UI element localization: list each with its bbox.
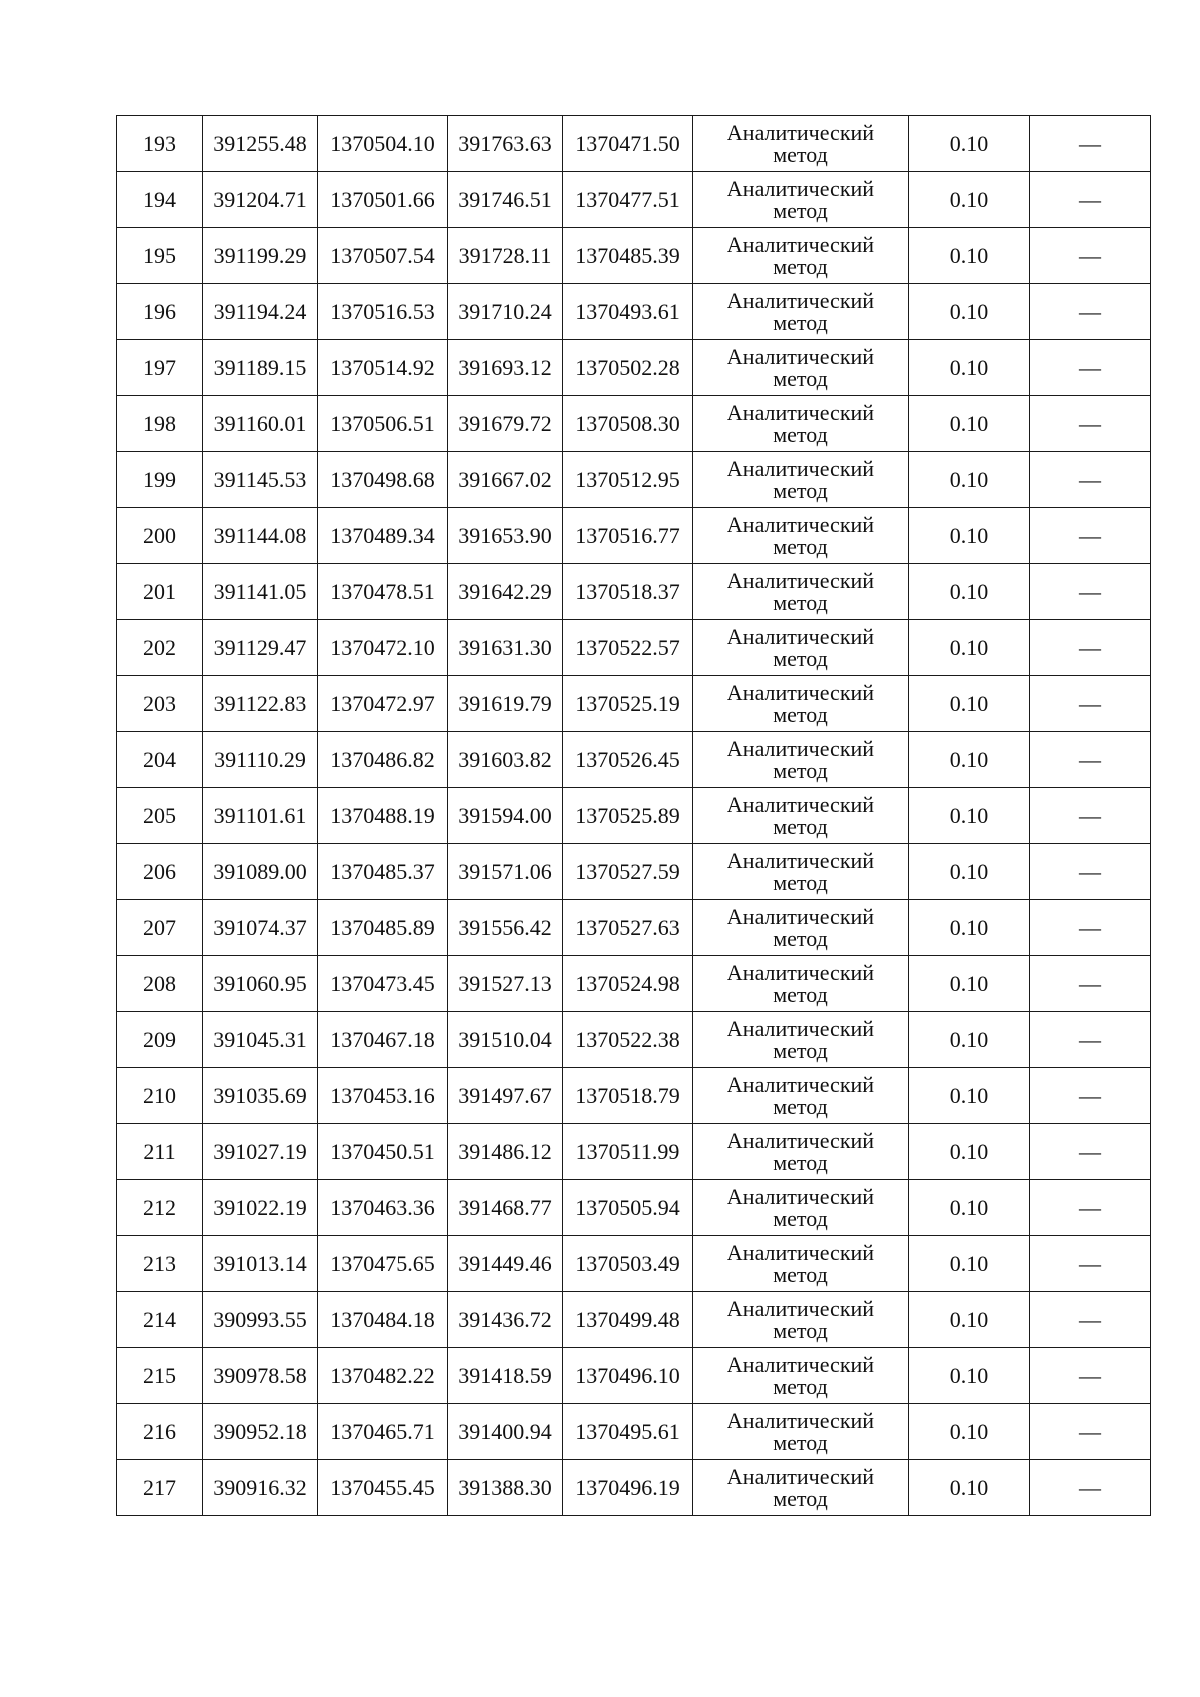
method-cell — [693, 564, 909, 620]
x-coordinate-2-cell: 391594.00 — [448, 788, 563, 844]
note-cell: — — [1030, 284, 1151, 340]
method-line-1: Аналитический — [726, 399, 875, 425]
x-coordinate-cell: 391189.15 — [203, 340, 318, 396]
point-number-cell: 201 — [117, 564, 203, 620]
table-body — [117, 116, 1151, 1516]
note-cell: — — [1030, 1460, 1151, 1516]
method-line-2: метод — [773, 1429, 828, 1455]
table-row — [117, 228, 1151, 284]
x-coordinate-2-cell: 391556.42 — [448, 900, 563, 956]
note-cell: — — [1030, 564, 1151, 620]
point-number-cell: 212 — [117, 1180, 203, 1236]
x-coordinate-2-cell: 391571.06 — [448, 844, 563, 900]
accuracy-cell: 0.10 — [909, 956, 1030, 1012]
point-number-cell: 194 — [117, 172, 203, 228]
method-line-1: Аналитический — [726, 735, 875, 761]
method-line-2: метод — [773, 869, 828, 895]
method-cell — [693, 172, 909, 228]
method-line-2: метод — [773, 813, 828, 839]
x-coordinate-2-cell: 391436.72 — [448, 1292, 563, 1348]
note-cell: — — [1030, 1068, 1151, 1124]
point-number-cell: 215 — [117, 1348, 203, 1404]
x-coordinate-cell: 390978.58 — [203, 1348, 318, 1404]
method-line-1: Аналитический — [726, 1183, 875, 1209]
table-row — [117, 284, 1151, 340]
method-line-1: Аналитический — [726, 1463, 875, 1489]
method-line-2: метод — [773, 1205, 828, 1231]
y-coordinate-2-cell: 1370496.19 — [563, 1460, 693, 1516]
y-coordinate-cell: 1370506.51 — [318, 396, 448, 452]
y-coordinate-2-cell: 1370495.61 — [563, 1404, 693, 1460]
note-cell: — — [1030, 340, 1151, 396]
accuracy-cell: 0.10 — [909, 452, 1030, 508]
x-coordinate-2-cell: 391527.13 — [448, 956, 563, 1012]
method-cell — [693, 1068, 909, 1124]
table-row — [117, 1012, 1151, 1068]
note-cell: — — [1030, 1404, 1151, 1460]
y-coordinate-2-cell: 1370522.57 — [563, 620, 693, 676]
method-line-1: Аналитический — [726, 791, 875, 817]
method-line-2: метод — [773, 1261, 828, 1287]
table-row — [117, 620, 1151, 676]
table-row — [117, 732, 1151, 788]
y-coordinate-cell: 1370489.34 — [318, 508, 448, 564]
accuracy-cell: 0.10 — [909, 844, 1030, 900]
method-cell — [693, 676, 909, 732]
method-cell — [693, 1292, 909, 1348]
method-cell — [693, 900, 909, 956]
method-line-1: Аналитический — [726, 679, 875, 705]
method-cell — [693, 844, 909, 900]
x-coordinate-cell: 391060.95 — [203, 956, 318, 1012]
method-line-1: Аналитический — [726, 511, 875, 537]
x-coordinate-2-cell: 391679.72 — [448, 396, 563, 452]
accuracy-cell: 0.10 — [909, 1404, 1030, 1460]
table-row — [117, 452, 1151, 508]
method-line-1: Аналитический — [726, 1239, 875, 1265]
y-coordinate-2-cell: 1370526.45 — [563, 732, 693, 788]
method-cell — [693, 1236, 909, 1292]
method-line-2: метод — [773, 645, 828, 671]
x-coordinate-2-cell: 391400.94 — [448, 1404, 563, 1460]
method-cell — [693, 1012, 909, 1068]
method-line-2: метод — [773, 533, 828, 559]
point-number-cell: 204 — [117, 732, 203, 788]
y-coordinate-cell: 1370514.92 — [318, 340, 448, 396]
y-coordinate-cell: 1370472.10 — [318, 620, 448, 676]
x-coordinate-cell: 391144.08 — [203, 508, 318, 564]
method-line-2: метод — [773, 589, 828, 615]
method-line-1: Аналитический — [726, 455, 875, 481]
accuracy-cell: 0.10 — [909, 732, 1030, 788]
x-coordinate-2-cell: 391497.67 — [448, 1068, 563, 1124]
table-row — [117, 340, 1151, 396]
x-coordinate-cell: 391141.05 — [203, 564, 318, 620]
x-coordinate-cell: 391035.69 — [203, 1068, 318, 1124]
y-coordinate-cell: 1370475.65 — [318, 1236, 448, 1292]
y-coordinate-2-cell: 1370477.51 — [563, 172, 693, 228]
x-coordinate-2-cell: 391619.79 — [448, 676, 563, 732]
method-line-1: Аналитический — [726, 175, 875, 201]
method-line-1: Аналитический — [726, 567, 875, 593]
table-row — [117, 1348, 1151, 1404]
x-coordinate-2-cell: 391631.30 — [448, 620, 563, 676]
table-row — [117, 1236, 1151, 1292]
method-line-1: Аналитический — [726, 343, 875, 369]
x-coordinate-cell: 391122.83 — [203, 676, 318, 732]
method-cell — [693, 340, 909, 396]
y-coordinate-2-cell: 1370527.63 — [563, 900, 693, 956]
method-line-2: метод — [773, 757, 828, 783]
y-coordinate-cell: 1370472.97 — [318, 676, 448, 732]
method-cell — [693, 1180, 909, 1236]
x-coordinate-2-cell: 391642.29 — [448, 564, 563, 620]
method-line-1: Аналитический — [726, 623, 875, 649]
y-coordinate-cell: 1370484.18 — [318, 1292, 448, 1348]
point-number-cell: 206 — [117, 844, 203, 900]
y-coordinate-2-cell: 1370527.59 — [563, 844, 693, 900]
y-coordinate-cell: 1370482.22 — [318, 1348, 448, 1404]
method-line-2: метод — [773, 253, 828, 279]
y-coordinate-cell: 1370467.18 — [318, 1012, 448, 1068]
y-coordinate-2-cell: 1370471.50 — [563, 116, 693, 172]
accuracy-cell: 0.10 — [909, 508, 1030, 564]
method-cell — [693, 452, 909, 508]
x-coordinate-2-cell: 391667.02 — [448, 452, 563, 508]
y-coordinate-2-cell: 1370522.38 — [563, 1012, 693, 1068]
table-row — [117, 900, 1151, 956]
method-cell — [693, 788, 909, 844]
x-coordinate-cell: 390952.18 — [203, 1404, 318, 1460]
y-coordinate-cell: 1370498.68 — [318, 452, 448, 508]
method-cell — [693, 396, 909, 452]
method-line-1: Аналитический — [726, 847, 875, 873]
table-row — [117, 116, 1151, 172]
y-coordinate-2-cell: 1370502.28 — [563, 340, 693, 396]
point-number-cell: 193 — [117, 116, 203, 172]
x-coordinate-cell: 390993.55 — [203, 1292, 318, 1348]
y-coordinate-2-cell: 1370508.30 — [563, 396, 693, 452]
y-coordinate-2-cell: 1370524.98 — [563, 956, 693, 1012]
accuracy-cell: 0.10 — [909, 620, 1030, 676]
y-coordinate-2-cell: 1370518.79 — [563, 1068, 693, 1124]
point-number-cell: 207 — [117, 900, 203, 956]
y-coordinate-2-cell: 1370503.49 — [563, 1236, 693, 1292]
y-coordinate-cell: 1370507.54 — [318, 228, 448, 284]
accuracy-cell: 0.10 — [909, 676, 1030, 732]
note-cell: — — [1030, 1124, 1151, 1180]
method-line-1: Аналитический — [726, 1015, 875, 1041]
method-line-1: Аналитический — [726, 959, 875, 985]
accuracy-cell: 0.10 — [909, 1012, 1030, 1068]
method-cell — [693, 1404, 909, 1460]
x-coordinate-2-cell: 391418.59 — [448, 1348, 563, 1404]
x-coordinate-cell: 391129.47 — [203, 620, 318, 676]
x-coordinate-cell: 391101.61 — [203, 788, 318, 844]
x-coordinate-cell: 391074.37 — [203, 900, 318, 956]
note-cell: — — [1030, 844, 1151, 900]
x-coordinate-2-cell: 391510.04 — [448, 1012, 563, 1068]
x-coordinate-2-cell: 391693.12 — [448, 340, 563, 396]
method-line-1: Аналитический — [726, 287, 875, 313]
x-coordinate-2-cell: 391468.77 — [448, 1180, 563, 1236]
point-number-cell: 195 — [117, 228, 203, 284]
method-line-2: метод — [773, 701, 828, 727]
method-cell — [693, 1460, 909, 1516]
y-coordinate-2-cell: 1370518.37 — [563, 564, 693, 620]
x-coordinate-2-cell: 391710.24 — [448, 284, 563, 340]
y-coordinate-2-cell: 1370485.39 — [563, 228, 693, 284]
accuracy-cell: 0.10 — [909, 1124, 1030, 1180]
note-cell: — — [1030, 900, 1151, 956]
method-line-2: метод — [773, 421, 828, 447]
point-number-cell: 199 — [117, 452, 203, 508]
note-cell: — — [1030, 1180, 1151, 1236]
x-coordinate-cell: 391045.31 — [203, 1012, 318, 1068]
y-coordinate-2-cell: 1370525.89 — [563, 788, 693, 844]
point-number-cell: 214 — [117, 1292, 203, 1348]
method-line-2: метод — [773, 309, 828, 335]
y-coordinate-2-cell: 1370505.94 — [563, 1180, 693, 1236]
x-coordinate-cell: 391145.53 — [203, 452, 318, 508]
x-coordinate-2-cell: 391746.51 — [448, 172, 563, 228]
x-coordinate-cell: 391027.19 — [203, 1124, 318, 1180]
method-line-1: Аналитический — [726, 1407, 875, 1433]
table-row — [117, 844, 1151, 900]
note-cell: — — [1030, 788, 1151, 844]
point-number-cell: 211 — [117, 1124, 203, 1180]
accuracy-cell: 0.10 — [909, 116, 1030, 172]
note-cell: — — [1030, 228, 1151, 284]
method-line-1: Аналитический — [726, 1127, 875, 1153]
table-row — [117, 1124, 1151, 1180]
accuracy-cell: 0.10 — [909, 1180, 1030, 1236]
y-coordinate-cell: 1370450.51 — [318, 1124, 448, 1180]
y-coordinate-2-cell: 1370525.19 — [563, 676, 693, 732]
coordinates-table — [116, 115, 1151, 1516]
point-number-cell: 203 — [117, 676, 203, 732]
y-coordinate-cell: 1370455.45 — [318, 1460, 448, 1516]
table-row — [117, 956, 1151, 1012]
accuracy-cell: 0.10 — [909, 1068, 1030, 1124]
point-number-cell: 202 — [117, 620, 203, 676]
y-coordinate-cell: 1370485.37 — [318, 844, 448, 900]
method-cell — [693, 956, 909, 1012]
x-coordinate-cell: 391013.14 — [203, 1236, 318, 1292]
table-row — [117, 1292, 1151, 1348]
method-line-2: метод — [773, 197, 828, 223]
x-coordinate-2-cell: 391388.30 — [448, 1460, 563, 1516]
y-coordinate-cell: 1370465.71 — [318, 1404, 448, 1460]
y-coordinate-cell: 1370501.66 — [318, 172, 448, 228]
accuracy-cell: 0.10 — [909, 788, 1030, 844]
method-cell — [693, 1124, 909, 1180]
note-cell: — — [1030, 620, 1151, 676]
method-cell — [693, 620, 909, 676]
method-line-1: Аналитический — [726, 903, 875, 929]
note-cell: — — [1030, 1348, 1151, 1404]
point-number-cell: 196 — [117, 284, 203, 340]
method-line-2: метод — [773, 1373, 828, 1399]
x-coordinate-cell: 391022.19 — [203, 1180, 318, 1236]
table-row — [117, 508, 1151, 564]
point-number-cell: 205 — [117, 788, 203, 844]
y-coordinate-cell: 1370453.16 — [318, 1068, 448, 1124]
method-line-1: Аналитический — [726, 1071, 875, 1097]
y-coordinate-2-cell: 1370499.48 — [563, 1292, 693, 1348]
y-coordinate-2-cell: 1370516.77 — [563, 508, 693, 564]
note-cell: — — [1030, 676, 1151, 732]
y-coordinate-2-cell: 1370496.10 — [563, 1348, 693, 1404]
table-row — [117, 172, 1151, 228]
note-cell: — — [1030, 956, 1151, 1012]
method-line-1: Аналитический — [726, 1295, 875, 1321]
method-line-2: метод — [773, 365, 828, 391]
method-line-2: метод — [773, 1485, 828, 1511]
y-coordinate-cell: 1370485.89 — [318, 900, 448, 956]
method-line-1: Аналитический — [726, 231, 875, 257]
table-row — [117, 1460, 1151, 1516]
point-number-cell: 210 — [117, 1068, 203, 1124]
y-coordinate-cell: 1370516.53 — [318, 284, 448, 340]
x-coordinate-cell: 391255.48 — [203, 116, 318, 172]
y-coordinate-2-cell: 1370493.61 — [563, 284, 693, 340]
x-coordinate-2-cell: 391486.12 — [448, 1124, 563, 1180]
point-number-cell: 217 — [117, 1460, 203, 1516]
method-line-2: метод — [773, 1093, 828, 1119]
method-cell — [693, 284, 909, 340]
method-line-2: метод — [773, 981, 828, 1007]
x-coordinate-2-cell: 391763.63 — [448, 116, 563, 172]
table-row — [117, 1068, 1151, 1124]
method-cell — [693, 116, 909, 172]
table-row — [117, 1180, 1151, 1236]
x-coordinate-cell: 391089.00 — [203, 844, 318, 900]
method-line-2: метод — [773, 1317, 828, 1343]
x-coordinate-cell: 391199.29 — [203, 228, 318, 284]
accuracy-cell: 0.10 — [909, 396, 1030, 452]
method-line-1: Аналитический — [726, 1351, 875, 1377]
table-row — [117, 396, 1151, 452]
accuracy-cell: 0.10 — [909, 340, 1030, 396]
point-number-cell: 198 — [117, 396, 203, 452]
x-coordinate-2-cell: 391449.46 — [448, 1236, 563, 1292]
x-coordinate-2-cell: 391653.90 — [448, 508, 563, 564]
method-cell — [693, 732, 909, 788]
table-row — [117, 564, 1151, 620]
method-cell — [693, 1348, 909, 1404]
accuracy-cell: 0.10 — [909, 284, 1030, 340]
x-coordinate-2-cell: 391603.82 — [448, 732, 563, 788]
note-cell: — — [1030, 1012, 1151, 1068]
accuracy-cell: 0.10 — [909, 900, 1030, 956]
y-coordinate-cell: 1370488.19 — [318, 788, 448, 844]
y-coordinate-2-cell: 1370512.95 — [563, 452, 693, 508]
table-row — [117, 788, 1151, 844]
point-number-cell: 208 — [117, 956, 203, 1012]
table-row — [117, 1404, 1151, 1460]
note-cell: — — [1030, 116, 1151, 172]
accuracy-cell: 0.10 — [909, 1292, 1030, 1348]
accuracy-cell: 0.10 — [909, 1236, 1030, 1292]
y-coordinate-2-cell: 1370511.99 — [563, 1124, 693, 1180]
y-coordinate-cell: 1370478.51 — [318, 564, 448, 620]
table-row — [117, 676, 1151, 732]
point-number-cell: 209 — [117, 1012, 203, 1068]
accuracy-cell: 0.10 — [909, 228, 1030, 284]
method-line-2: метод — [773, 477, 828, 503]
note-cell: — — [1030, 508, 1151, 564]
point-number-cell: 200 — [117, 508, 203, 564]
method-line-2: метод — [773, 141, 828, 167]
method-cell — [693, 508, 909, 564]
accuracy-cell: 0.10 — [909, 172, 1030, 228]
x-coordinate-2-cell: 391728.11 — [448, 228, 563, 284]
x-coordinate-cell: 391204.71 — [203, 172, 318, 228]
x-coordinate-cell: 391110.29 — [203, 732, 318, 788]
note-cell: — — [1030, 1292, 1151, 1348]
y-coordinate-cell: 1370463.36 — [318, 1180, 448, 1236]
method-line-2: метод — [773, 1037, 828, 1063]
method-line-2: метод — [773, 925, 828, 951]
y-coordinate-cell: 1370504.10 — [318, 116, 448, 172]
method-line-1: Аналитический — [726, 119, 875, 145]
x-coordinate-cell: 391194.24 — [203, 284, 318, 340]
point-number-cell: 213 — [117, 1236, 203, 1292]
method-line-2: метод — [773, 1149, 828, 1175]
accuracy-cell: 0.10 — [909, 1348, 1030, 1404]
x-coordinate-cell: 391160.01 — [203, 396, 318, 452]
note-cell: — — [1030, 172, 1151, 228]
accuracy-cell: 0.10 — [909, 564, 1030, 620]
y-coordinate-cell: 1370486.82 — [318, 732, 448, 788]
note-cell: — — [1030, 396, 1151, 452]
note-cell: — — [1030, 452, 1151, 508]
y-coordinate-cell: 1370473.45 — [318, 956, 448, 1012]
x-coordinate-cell: 390916.32 — [203, 1460, 318, 1516]
point-number-cell: 197 — [117, 340, 203, 396]
method-cell — [693, 228, 909, 284]
note-cell: — — [1030, 1236, 1151, 1292]
accuracy-cell: 0.10 — [909, 1460, 1030, 1516]
point-number-cell: 216 — [117, 1404, 203, 1460]
note-cell: — — [1030, 732, 1151, 788]
